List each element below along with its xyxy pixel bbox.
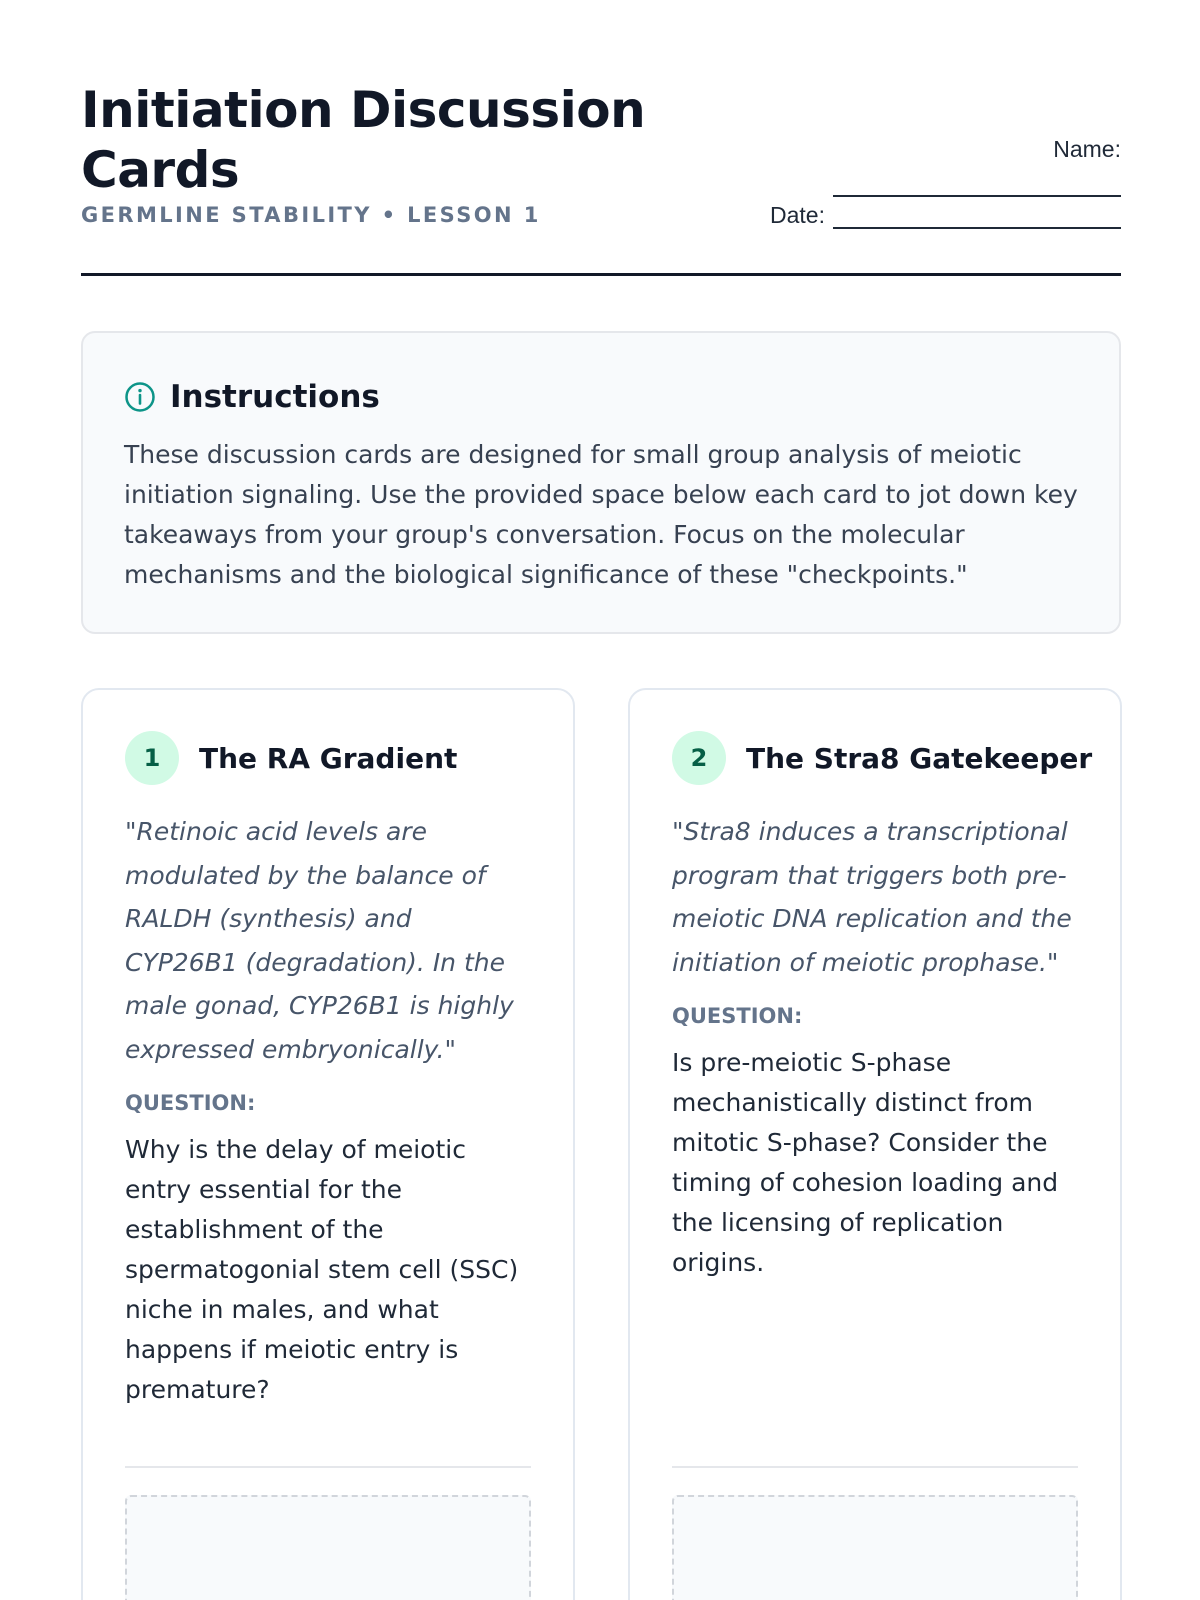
page-subtitle: GERMLINE STABILITY • LESSON 1 <box>81 203 541 227</box>
name-field <box>821 136 1121 197</box>
card-number-badge: 1 <box>125 731 179 785</box>
card-number-badge: 2 <box>672 731 726 785</box>
card-header <box>672 730 1093 786</box>
name-blank[interactable] <box>833 173 1121 197</box>
discussion-card-1 <box>81 688 575 1600</box>
discussion-card-2 <box>628 688 1122 1600</box>
question-text: Is pre-meiotic S-phase mechanistically distinct from mitotic S-phase? Consider the timing of cohesion loading and the licensing of replication origins. <box>672 1048 1059 1277</box>
instructions-panel <box>81 331 1121 634</box>
info-icon <box>124 381 156 413</box>
card-title: The RA Gradient <box>199 741 458 775</box>
card-quote: "Stra8 induces a transcriptional program that triggers both pre-meiotic DNA replication and the initiation of meiotic prophase." <box>672 817 1072 977</box>
name-label: Name: <box>1053 136 1121 162</box>
date-blank[interactable] <box>833 205 1121 229</box>
card-divider <box>125 1466 531 1468</box>
instructions-text: These discussion cards are designed for small group analysis of meiotic initiation signaling. Use the provided space below each card to jot down key takeaways from your group's conversation. Focus on the molecular mechanisms and the biological significance of these "checkpoints." <box>124 440 1078 589</box>
card-header <box>125 730 531 786</box>
date-label: Date: <box>770 202 825 228</box>
notes-area[interactable] <box>125 1495 531 1600</box>
card-title: The Stra8 Gatekeeper <box>746 741 1093 775</box>
question-label: QUESTION: <box>672 1004 803 1028</box>
instructions-heading <box>124 377 1079 417</box>
notes-area[interactable] <box>672 1495 1078 1600</box>
worksheet-header <box>81 80 1121 276</box>
card-quote: "Retinoic acid levels are modulated by the balance of RALDH (synthesis) and CYP26B1 (degradation). In the male gonad, CYP26B1 is highly expressed embryonically." <box>125 817 514 1064</box>
question-label: QUESTION: <box>125 1091 256 1115</box>
question-text: Why is the delay of meiotic entry essential for the establishment of the spermatogonial stem cell (SSC) niche in males, and what happens if meiotic entry is premature? <box>125 1135 519 1404</box>
instructions-title: Instructions <box>170 379 380 415</box>
card-divider <box>672 1466 1078 1468</box>
date-field <box>770 202 1121 229</box>
page-title: Initiation Discussion Cards <box>81 81 646 199</box>
